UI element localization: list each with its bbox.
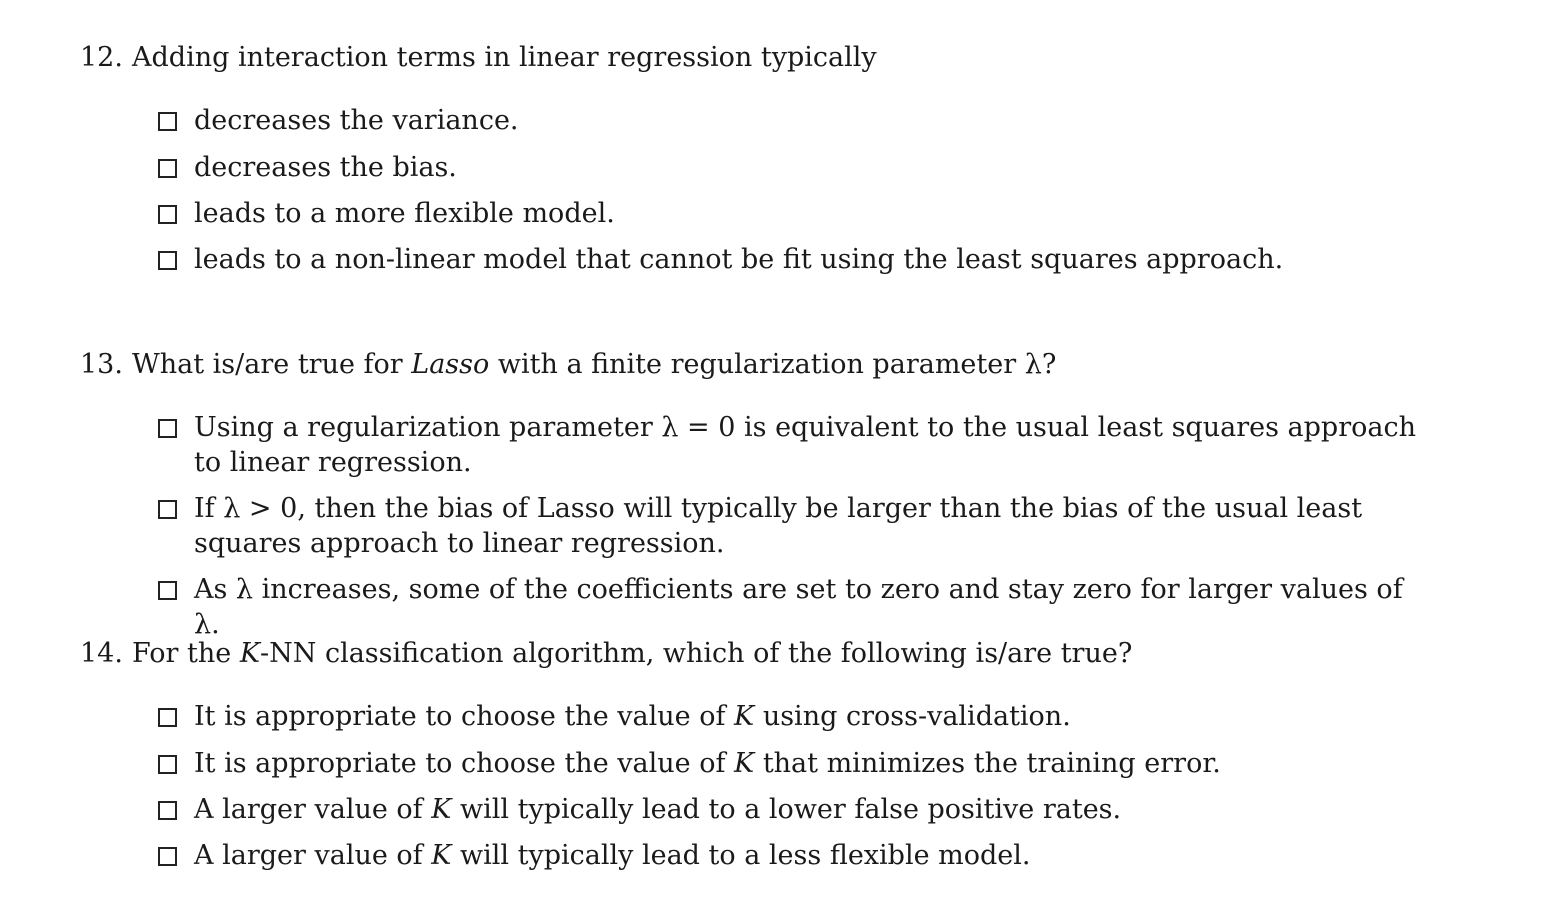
checkbox[interactable] <box>158 755 177 774</box>
question-number: 12. <box>80 42 123 73</box>
checkbox[interactable] <box>158 112 177 131</box>
option-14-b <box>158 746 1416 781</box>
option-text-before: A larger value of <box>194 840 423 871</box>
question-text: Adding interaction terms in linear regression typically <box>132 42 877 73</box>
option-13-c <box>158 572 1416 642</box>
question-number: 13. <box>80 349 123 380</box>
question-text-after: -NN classification algorithm, which of the following is/are true? <box>260 638 1133 669</box>
question-12-prompt <box>80 40 1480 76</box>
option-13-b <box>158 491 1416 561</box>
option-12-d <box>158 242 1416 277</box>
option-text: leads to a non-linear model that cannot be fit using the least squares approach. <box>194 244 1284 275</box>
question-number: 14. <box>80 638 123 669</box>
checkbox[interactable] <box>158 801 177 820</box>
question-text-before: What is/are true for <box>132 349 403 380</box>
option-text-italic: K <box>431 840 452 871</box>
question-14 <box>80 636 1480 871</box>
checkbox[interactable] <box>158 847 177 866</box>
option-14-a <box>158 699 1416 734</box>
option-text-after: that minimizes the training error. <box>762 748 1221 779</box>
option-12-b <box>158 150 1416 185</box>
checkbox[interactable] <box>158 708 177 727</box>
question-text-after: with a finite regularization parameter λ? <box>497 349 1057 380</box>
checkbox[interactable] <box>158 205 177 224</box>
option-text: decreases the bias. <box>194 152 457 183</box>
option-12-a <box>158 103 1416 138</box>
option-text-after: will typically lead to a less flexible model. <box>460 840 1031 871</box>
option-text <box>194 792 1416 827</box>
option-text-italic: K <box>734 701 755 732</box>
option-text: As λ increases, some of the coefficients are set to zero and stay zero for larger values of λ. <box>194 574 1403 640</box>
checkbox[interactable] <box>158 159 177 178</box>
option-13-a <box>158 410 1416 480</box>
question-text-before: For the <box>132 638 232 669</box>
checkbox[interactable] <box>158 419 177 438</box>
question-13 <box>80 347 1480 640</box>
option-text-after: using cross-validation. <box>762 701 1071 732</box>
question-14-prompt <box>80 636 1480 672</box>
checkbox[interactable] <box>158 500 177 519</box>
option-text <box>194 838 1416 873</box>
question-text-italic: Lasso <box>411 349 490 380</box>
option-text: Using a regularization parameter λ = 0 is equivalent to the usual least squares approach to linear regression. <box>194 412 1416 478</box>
option-text <box>194 699 1416 734</box>
option-text-after: will typically lead to a lower false positive rates. <box>460 794 1122 825</box>
question-13-prompt <box>80 347 1480 383</box>
checkbox[interactable] <box>158 251 177 270</box>
option-text: leads to a more flexible model. <box>194 198 615 229</box>
question-12 <box>80 40 1480 275</box>
checkbox[interactable] <box>158 581 177 600</box>
question-text-italic: K <box>239 638 260 669</box>
option-text: If λ > 0, then the bias of Lasso will typically be larger than the bias of the usual least squares approach to linear regression. <box>194 493 1363 559</box>
option-text-italic: K <box>734 748 755 779</box>
option-text-before: A larger value of <box>194 794 423 825</box>
option-text-before: It is appropriate to choose the value of <box>194 748 726 779</box>
option-14-c <box>158 792 1416 827</box>
option-14-d <box>158 838 1416 873</box>
option-text-italic: K <box>431 794 452 825</box>
option-12-c <box>158 196 1416 231</box>
option-text <box>194 746 1416 781</box>
option-text: decreases the variance. <box>194 105 519 136</box>
option-text-before: It is appropriate to choose the value of <box>194 701 726 732</box>
